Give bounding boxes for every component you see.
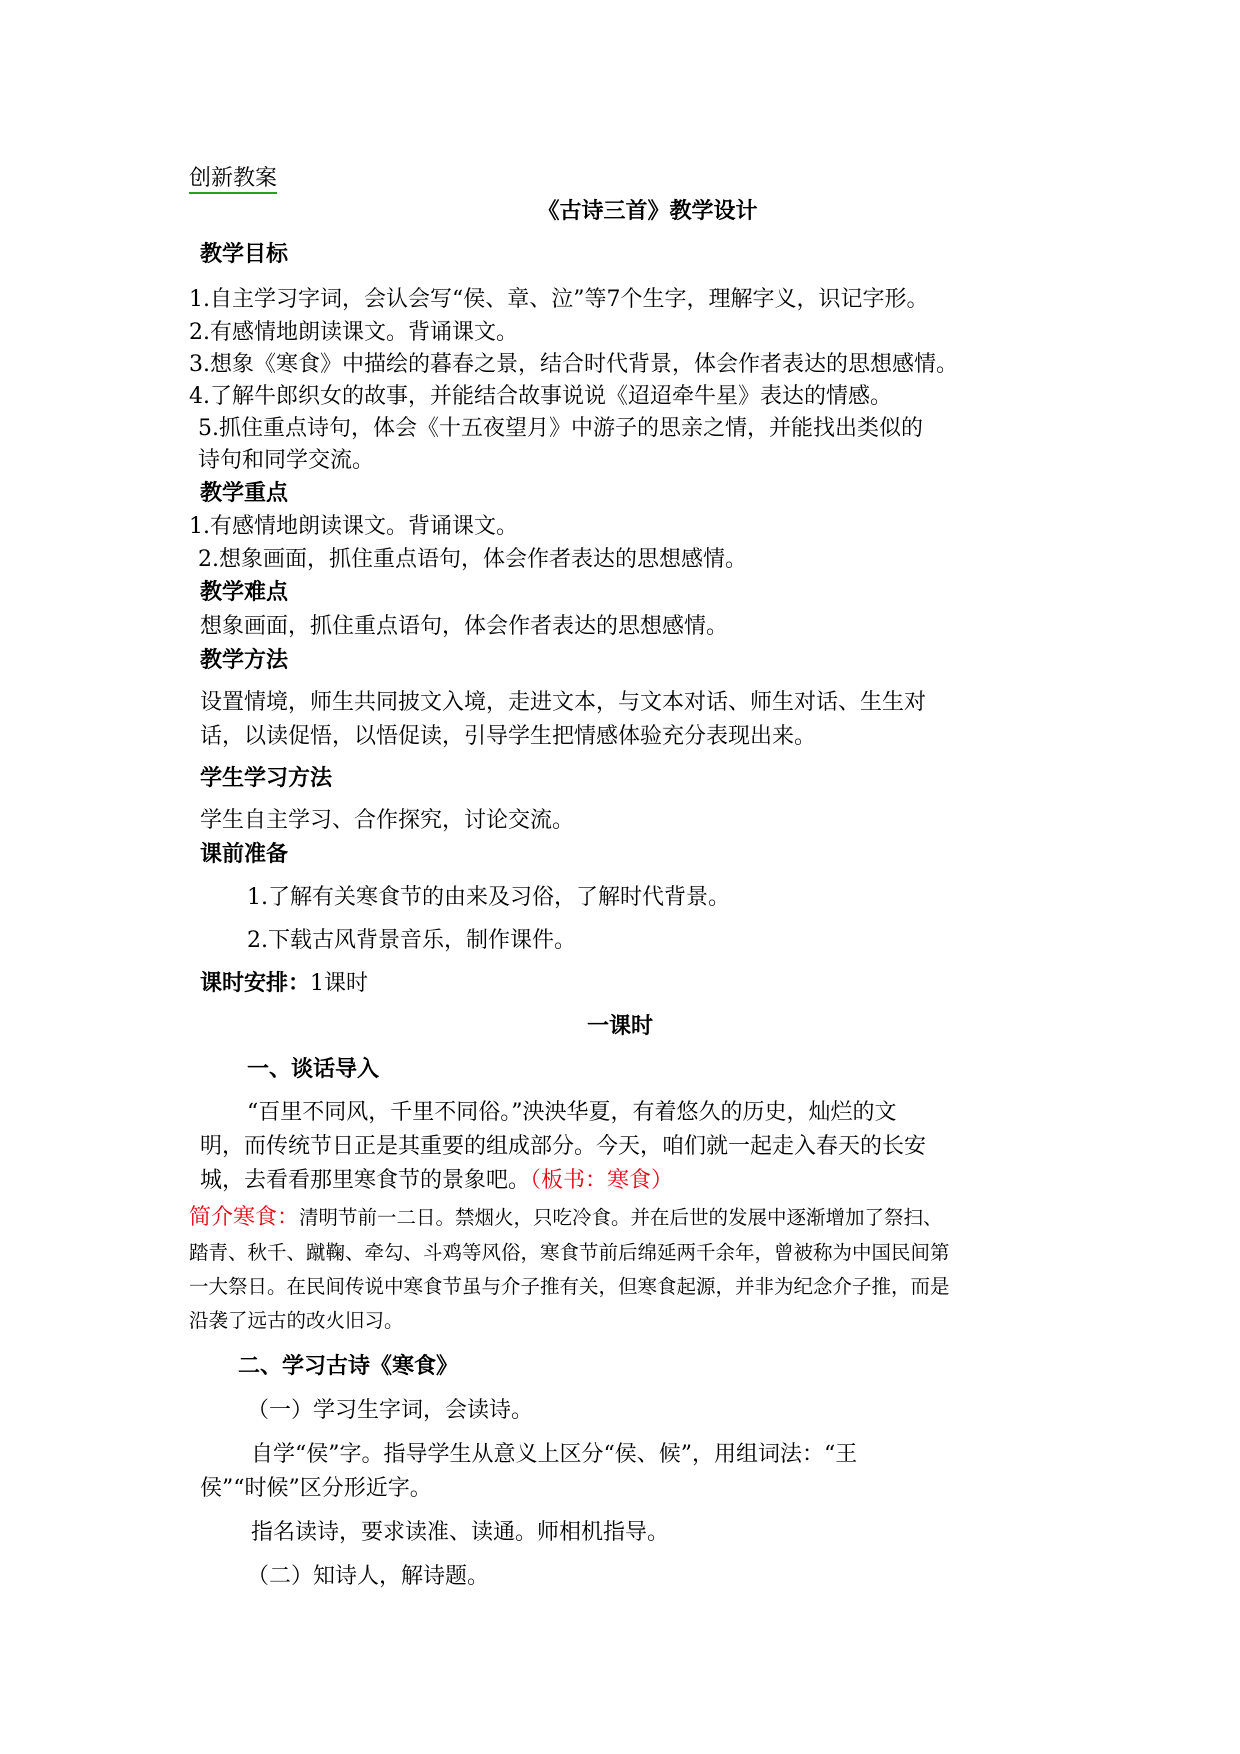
preparation-heading: 课前准备: [200, 842, 289, 867]
section1-line: “百里不同风，千里不同俗。”泱泱华夏，有着悠久的历史，灿烂的文: [247, 1100, 897, 1125]
goal-item: 2.有感情地朗读课文。背诵课文。: [189, 320, 518, 345]
section1-text: 城，去看看那里寒食节的景象吧。: [200, 1168, 531, 1193]
key-point-item: 1.有感情地朗读课文。背诵课文。: [189, 514, 518, 539]
student-methods-text: 学生自主学习、合作探究，讨论交流。: [200, 808, 575, 833]
section1-line-last: [200, 1166, 673, 1196]
goal-item: 4.了解牛郎织女的故事，并能结合故事说说《迢迢牵牛星》表达的情感。: [189, 384, 892, 409]
intro-first-line: [189, 1204, 943, 1232]
schedule: [200, 969, 368, 999]
intro-label: 简介寒食：: [189, 1205, 300, 1230]
intro-line: 踏青、秋千、蹴鞠、牵勾、斗鸡等风俗，寒食节前后绵延两千余年，曾被称为中国民间第: [189, 1241, 950, 1264]
preparation-item: 2.下载古风背景音乐，制作课件。: [247, 928, 576, 953]
schedule-value: 1课时: [310, 971, 369, 996]
methods-line: 设置情境，师生共同披文入境，走进文本，与文本对话、师生对话、生生对: [200, 690, 927, 715]
lesson-title: 一课时: [586, 1014, 653, 1039]
difficulties-heading: 教学难点: [200, 580, 289, 605]
section2-heading: 二、学习古诗《寒食》: [238, 1354, 459, 1379]
key-points-heading: 教学重点: [200, 481, 289, 506]
goal-item: 3.想象《寒食》中描绘的暮春之景，结合时代背景，体会作者表达的思想感情。: [189, 352, 958, 377]
section1-line: 明，而传统节日正是其重要的组成部分。今天，咱们就一起走入春天的长安: [200, 1134, 927, 1159]
section2-para1-line: 自学“侯”字。指导学生从意义上区分“侯、候”，用组词法：“王: [251, 1442, 858, 1467]
methods-line: 话，以读促悟，以悟促读，引导学生把情感体验充分表现出来。: [200, 724, 817, 749]
section2-para2: 指名读诗，要求读准、读通。师相机指导。: [251, 1520, 670, 1545]
difficulties-text: 想象画面，抓住重点语句，体会作者表达的思想感情。: [200, 614, 729, 639]
intro-text: 清明节前一二日。禁烟火，只吃冷食。并在后世的发展中逐渐增加了祭扫、: [299, 1206, 943, 1229]
key-point-item: 2.想象画面，抓住重点语句，体会作者表达的思想感情。: [198, 547, 747, 572]
goal-item: 5.抓住重点诗句，体会《十五夜望月》中游子的思亲之情，并能找出类似的: [198, 416, 923, 441]
methods-heading: 教学方法: [200, 648, 289, 673]
header-link-text[interactable]: 创新教案: [189, 166, 277, 194]
intro-line: 沿袭了远古的改火旧习。: [189, 1309, 404, 1332]
section1-heading: 一、谈话导入: [247, 1057, 380, 1082]
section2-sub2: （二）知诗人，解诗题。: [247, 1564, 490, 1589]
goal-item: 1.自主学习字词，会认会写“侯、章、泣”等7个生字，理解字义，识记字形。: [189, 287, 929, 312]
goals-heading: 教学目标: [200, 242, 289, 267]
preparation-item: 1.了解有关寒食节的由来及习俗，了解时代背景。: [247, 885, 730, 910]
header-link[interactable]: [189, 164, 277, 194]
intro-line: 一大祭日。在民间传说中寒食节虽与介子推有关，但寒食起源，并非为纪念介子推，而是: [189, 1275, 950, 1298]
document-title: 《古诗三首》教学设计: [537, 199, 758, 224]
goal-item: 诗句和同学交流。: [198, 448, 375, 473]
schedule-label: 课时安排：: [200, 971, 311, 996]
board-note: （板书：寒食）: [530, 1168, 674, 1193]
section2-para1-line: 侯”“时候”区分形近字。: [200, 1476, 432, 1501]
section2-sub1: （一）学习生字词，会读诗。: [247, 1398, 534, 1423]
student-methods-heading: 学生学习方法: [200, 766, 333, 791]
